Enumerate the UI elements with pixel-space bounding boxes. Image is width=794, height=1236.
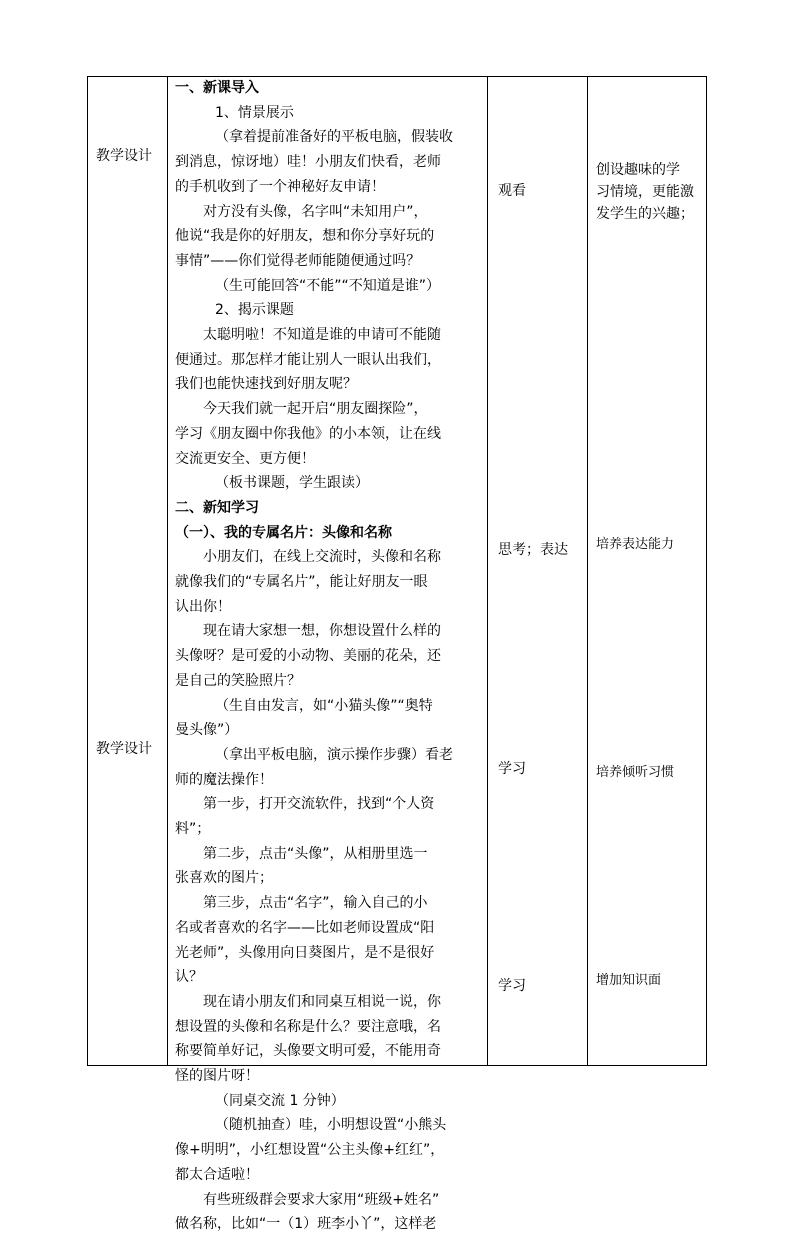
content-line: 我们也能快速找到好朋友呢？ [175, 376, 357, 393]
student-activity-learn-2: 学习 [498, 978, 526, 994]
content-line: 曼头像”） [175, 722, 239, 739]
content-line: 第三步，点击“名字”，输入自己的小 [203, 895, 428, 912]
content-line: 小朋友们，在线上交流时，头像和名称 [203, 549, 441, 566]
column-divider-1 [167, 76, 168, 1066]
content-line: 认出你！ [175, 598, 231, 615]
design-intent-1-line: 习情境，更能激 [596, 184, 694, 200]
content-line: 一、新课导入 [175, 80, 259, 96]
content-line: （生自由发言，如“小猫头像”“奥特 [215, 697, 433, 714]
content-line: 第二步，点击“头像”，从相册里选一 [203, 845, 428, 862]
design-intent-1-line: 发学生的兴趣； [596, 206, 694, 222]
content-line: 他说“我是你的好朋友，想和你分享好玩的 [175, 228, 435, 245]
student-activity-watch: 观看 [498, 183, 526, 199]
content-line: 张喜欢的图片； [175, 870, 273, 887]
content-line: 就像我们的“专属名片”，能让好朋友一眼 [175, 574, 428, 590]
content-line: 第一步，打开交流软件，找到“个人资 [203, 796, 435, 813]
content-line: 头像呀？是可爱的小动物、美丽的花朵，还 [175, 648, 441, 665]
column-divider-2 [487, 76, 488, 1066]
content-line: （同桌交流 1 分钟） [215, 1092, 345, 1109]
content-line: 都太合适啦！ [175, 1166, 259, 1183]
design-intent-2: 培养表达能力 [596, 537, 675, 552]
content-line: 对方没有头像，名字叫“未知用户”， [203, 203, 428, 220]
column-divider-3 [587, 76, 588, 1066]
content-line: 认？ [175, 969, 203, 986]
content-line: 学习《朋友圈中你我他》的小本领，让在线 [175, 425, 441, 442]
content-line: 交流更安全、更方便！ [175, 450, 315, 467]
student-activity-learn-1: 学习 [498, 761, 526, 777]
content-line: 便通过。那怎样才能让别人一眼认出我们， [175, 351, 441, 368]
section-label-middle: 教学设计 [96, 741, 152, 757]
content-line: 光老师”，头像用向日葵图片，是不是很好 [175, 944, 435, 961]
content-line: 有些班级群会要求大家用“班级+姓名” [203, 1191, 440, 1208]
content-line: （随机抽查）哇，小明想设置“小熊头 [215, 1117, 447, 1134]
content-line: 料”； [175, 821, 211, 837]
content-line: 做名称，比如“一（1）班李小丫”，这样老 [175, 1216, 437, 1233]
content-line: 事情”——你们觉得老师能随便通过吗？ [175, 252, 421, 269]
design-intent-4: 增加知识面 [596, 973, 662, 988]
design-intent-3: 培养倾听习惯 [596, 765, 675, 780]
content-line: （拿出平板电脑，演示操作步骤）看老 [215, 746, 453, 763]
content-line: 的手机收到了一个神秘好友申请！ [175, 178, 385, 195]
section-label-top: 教学设计 [96, 148, 152, 164]
content-line: 现在请大家想一想，你想设置什么样的 [203, 623, 441, 640]
design-intent-1 [596, 159, 694, 225]
table-right-border [706, 76, 707, 1066]
content-line: 是自己的笑脸照片？ [175, 672, 301, 689]
content-line: 今天我们就一起开启“朋友圈探险”， [203, 401, 428, 418]
content-line: 到消息，惊讶地）哇！小朋友们快看，老师 [175, 154, 441, 171]
student-activity-think: 思考；表达 [498, 542, 568, 558]
content-line: （拿着提前准备好的平板电脑，假装收 [215, 129, 453, 146]
content-line: 1、情景展示 [215, 104, 294, 121]
content-line: 怪的图片呀！ [175, 1068, 259, 1084]
content-line: 像+明明”，小红想设置“公主头像+红红”， [175, 1142, 445, 1159]
content-line: 想设置的头像和名称是什么？要注意哦，名 [175, 1018, 441, 1035]
content-line: 师的魔法操作！ [175, 771, 273, 788]
content-line: 2、揭示课题 [215, 302, 294, 319]
content-line: 称要简单好记，头像要文明可爱，不能用奇 [175, 1043, 441, 1060]
content-line: （一）、我的专属名片：头像和名称 [175, 524, 392, 541]
content-line: （板书课题，学生跟读） [215, 475, 369, 492]
design-intent-1-line: 创设趣味的学 [596, 162, 680, 178]
content-line: 名或者喜欢的名字——比如老师设置成“阳 [175, 919, 435, 936]
content-line: 现在请小朋友们和同桌互相说一说，你 [203, 993, 441, 1010]
table-left-border [87, 76, 88, 1066]
content-line: 太聪明啦！不知道是谁的申请可不能随 [203, 327, 441, 343]
content-line: （生可能回答“不能”“不知道是谁”） [215, 277, 441, 294]
content-line: 二、新知学习 [175, 499, 259, 516]
